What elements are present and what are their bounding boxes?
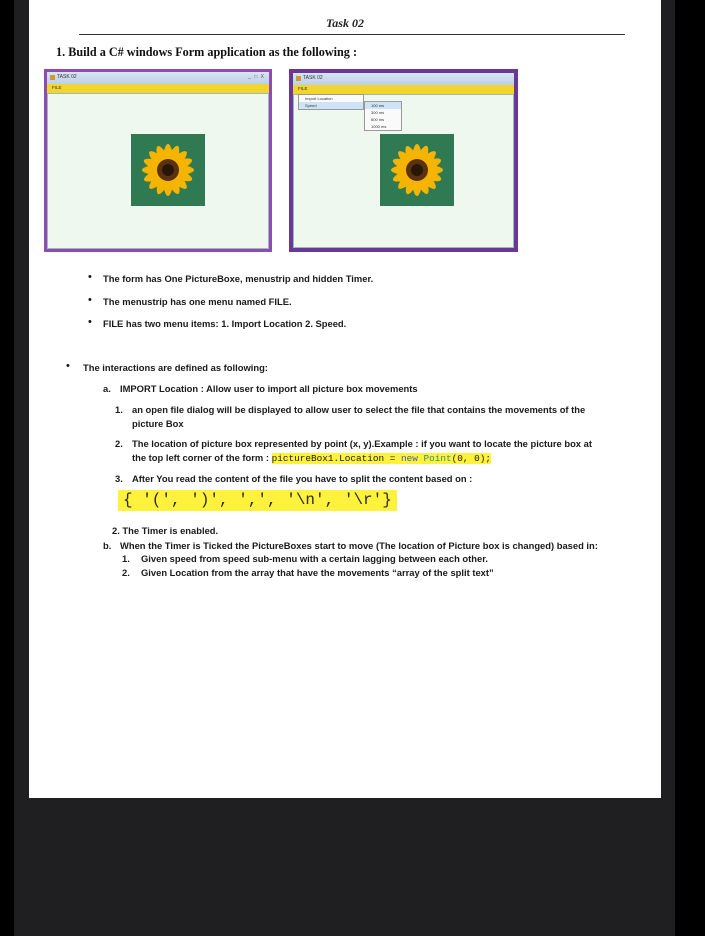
speed-option[interactable]: 1000 ms	[371, 124, 387, 129]
title-divider	[79, 34, 625, 35]
window-titlebar	[47, 72, 269, 84]
app-icon	[296, 76, 301, 81]
code-type: Point	[423, 453, 452, 464]
bullet-item: The menustrip has one menu named FILE.	[103, 296, 292, 307]
menustrip	[293, 85, 514, 94]
interactions-intro: The interactions are defined as following:	[83, 362, 268, 373]
form-screenshot-right	[289, 69, 518, 252]
menu-item-speed[interactable]: Speed	[299, 102, 363, 109]
window-title: TASK 02	[303, 75, 323, 81]
code-object: pictureBox1.Location =	[271, 453, 401, 464]
speed-option[interactable]: 300 ms	[371, 110, 385, 115]
picture-box	[131, 134, 205, 206]
step-number: 1.	[115, 404, 123, 415]
step-text: Given Location from the array that have the movements “array of the split text”	[141, 567, 494, 578]
speed-submenu	[364, 101, 402, 131]
picture-box	[380, 134, 454, 206]
task-heading: 1. Build a C# windows Form application as the following :	[56, 45, 357, 59]
app-icon	[50, 75, 55, 80]
speed-option[interactable]: 100 ms	[365, 102, 401, 109]
page-title: Task 02	[326, 16, 364, 30]
bullet-dot: •	[66, 360, 70, 372]
speed-option[interactable]: 600 ms	[371, 117, 385, 122]
step-number: 2.	[122, 567, 130, 578]
file-menu: FILE	[298, 86, 308, 91]
item-b-label: b.	[103, 540, 112, 551]
form-client-area	[47, 93, 269, 249]
menustrip	[47, 84, 269, 93]
split-characters-code: { '(', ')', ',', '\n', '\r'}	[118, 490, 397, 511]
code-args: (0, 0);	[451, 453, 492, 464]
item-b-text: When the Timer is Ticked the PictureBoxes start to move (The location of Picture box is changed) based in:	[120, 540, 598, 551]
flower-image	[380, 134, 454, 206]
window-titlebar	[293, 73, 514, 85]
flower-image	[131, 134, 205, 206]
step-number: 3.	[115, 473, 123, 484]
window-controls: _ □ X	[248, 74, 265, 80]
step-text: After You read the content of the file you have to split the content based on :	[132, 473, 473, 484]
form-screenshot-left	[44, 69, 272, 252]
location-code	[272, 453, 491, 464]
step-text: an open file dialog will be displayed to allow user to select the file that contains the movements of the	[132, 404, 586, 415]
timer-enabled-note: 2. The Timer is enabled.	[112, 525, 219, 536]
file-dropdown	[298, 94, 364, 110]
menu-item-import-location[interactable]: Import Location	[305, 96, 333, 101]
bullet-dot: •	[88, 316, 92, 328]
item-a-label: a.	[103, 383, 111, 394]
step-text: picture Box	[132, 418, 184, 429]
step-text: The location of picture box represented by point (x, y).Example : if you want to locate the picture box at	[132, 438, 592, 449]
window-title: TASK 02	[57, 74, 77, 80]
step-text	[132, 452, 491, 464]
step-text: Given speed from speed sub-menu with a certain lagging between each other.	[141, 553, 488, 564]
code-keyword: new	[401, 453, 418, 464]
step-text-prefix: the top left corner of the form :	[132, 452, 272, 463]
item-a-text: IMPORT Location : Allow user to import all picture box movements	[120, 383, 418, 394]
step-number: 2.	[115, 438, 123, 449]
bullet-item: FILE has two menu items: 1. Import Location 2. Speed.	[103, 318, 347, 329]
file-menu: FILE	[52, 85, 62, 90]
bullet-item: The form has One PictureBoxe, menustrip and hidden Timer.	[103, 273, 374, 284]
bullet-dot: •	[88, 294, 92, 306]
bullet-dot: •	[88, 271, 92, 283]
step-number: 1.	[122, 553, 130, 564]
form-client-area	[293, 94, 514, 248]
